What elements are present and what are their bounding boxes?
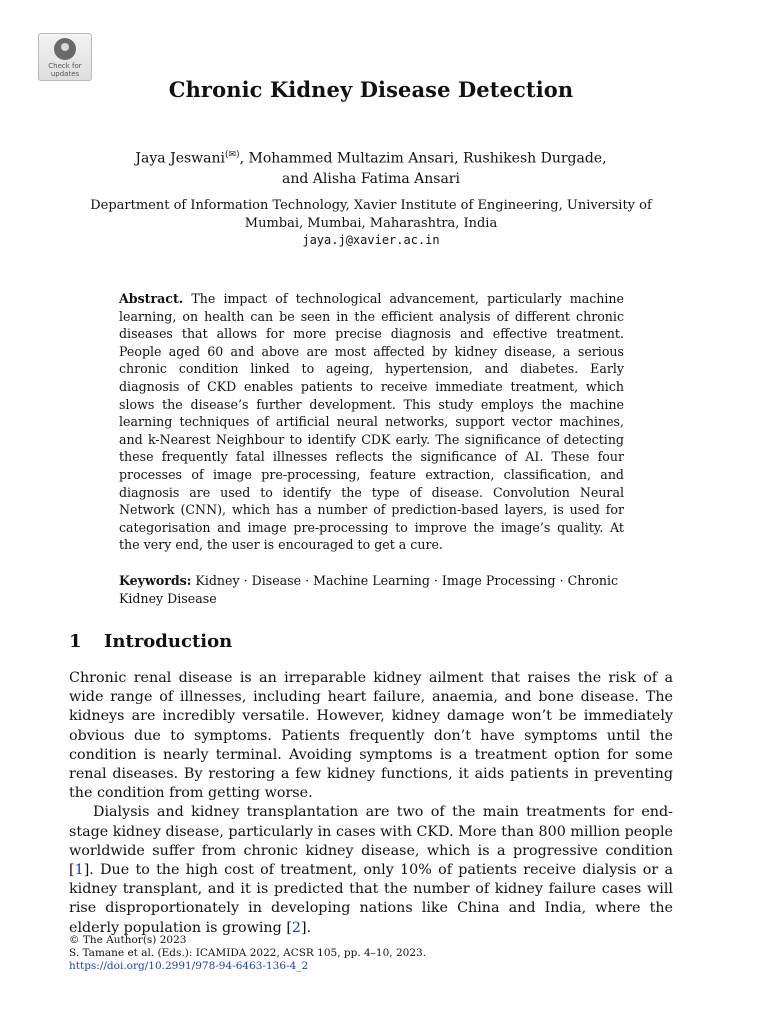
badge-label: Check for updates [48, 62, 82, 78]
keywords-label: Keywords: [119, 573, 192, 588]
keywords [119, 572, 624, 607]
citation-info: S. Tamane et al. (Eds.): ICAMIDA 2022, ACSR 105, pp. 4–10, 2023. [69, 947, 427, 959]
keywords-text: Kidney · Disease · Machine Learning · Image Processing · Chronic Kidney Disease [119, 573, 619, 606]
citation-link-1[interactable]: 1 [74, 862, 84, 879]
section-heading [69, 631, 232, 652]
copyright: © The Author(s) 2023 [69, 934, 187, 946]
author-corresponding: Jaya Jeswani [135, 150, 225, 167]
abstract-text: The impact of technological advancement, particularly machine learning, on health can be seen in the efficient analysis of different chronic diseases that allows for more precise diagnosis and effective treatment. People aged 60 and above are most affected by kidney disease, a serious chronic condition linked to ageing, hypertension, and diabetes. Early diagnosis of CKD enables patients to receive immediate treatment, which slows the disease’s further development. This study employs the machine learning techniques of artificial neural networks, support vector machines, and k-Nearest Neighbour to identify CDK early. The significance of detecting these frequently fatal illnesses reflects the significance of AI. These four processes of image pre-processing, feature extraction, classification, and diagnosis are used to identify the type of disease. Convolution Neural Network (CNN), which has a number of prediction-based layers, is used for categorisation and image pre-processing to improve the image’s quality. At the very end, the user is encouraged to get a cure. [119, 291, 624, 553]
paragraph-2: Dialysis and kidney transplantation are two of the main treatments for end-stage kidney disease, particularly in cases with CKD. More than 800 million people worldwide suffer from chronic kidney disease, which is a progressive condition [1]. Due to the high cost of treatment, only 10% of patients receive dialysis or a kidney transplant, and it is predicted that the number of kidney failure cases will rise disproportionately in developing nations like China and India, where the elderly population is growing [2]. [69, 804, 673, 936]
paragraph-1: Chronic renal disease is an irreparable kidney ailment that raises the risk of a wide range of illnesses, including heart failure, anaemia, and bone disease. The kidneys are incredibly versatile. However, kidney damage won’t be immediately obvious due to symptoms. Patients frequently don’t have symptoms until the condition is nearly terminal. Avoiding symptoms is a treatment option for some renal diseases. By restoring a few kidney functions, it aids patients in preventing the condition from getting worse. [69, 670, 673, 802]
abstract-label: Abstract. [119, 291, 184, 306]
section-number: 1 [69, 631, 82, 652]
doi-link[interactable]: https://doi.org/10.2991/978-94-6463-136-4_2 [69, 960, 309, 972]
paper-title: Chronic Kidney Disease Detection [168, 77, 574, 102]
check-updates-icon [54, 38, 76, 60]
abstract [119, 290, 624, 554]
author-list: Jaya Jeswani(✉), Mohammed Multazim Ansari, Rushikesh Durgade, and Alisha Fatima Ansari [135, 150, 607, 187]
envelope-icon: (✉) [225, 150, 240, 160]
affiliation: Department of Information Technology, Xavier Institute of Engineering, University of Mumbai, Mumbai, Maharashtra, India [90, 198, 652, 231]
footer [69, 934, 426, 973]
section-body [69, 669, 673, 938]
section-title: Introduction [104, 631, 233, 652]
citation-link-2[interactable]: 2 [291, 919, 302, 936]
author-email: jaya.j@xavier.ac.in [302, 233, 440, 247]
check-for-updates-badge[interactable] [38, 33, 92, 81]
